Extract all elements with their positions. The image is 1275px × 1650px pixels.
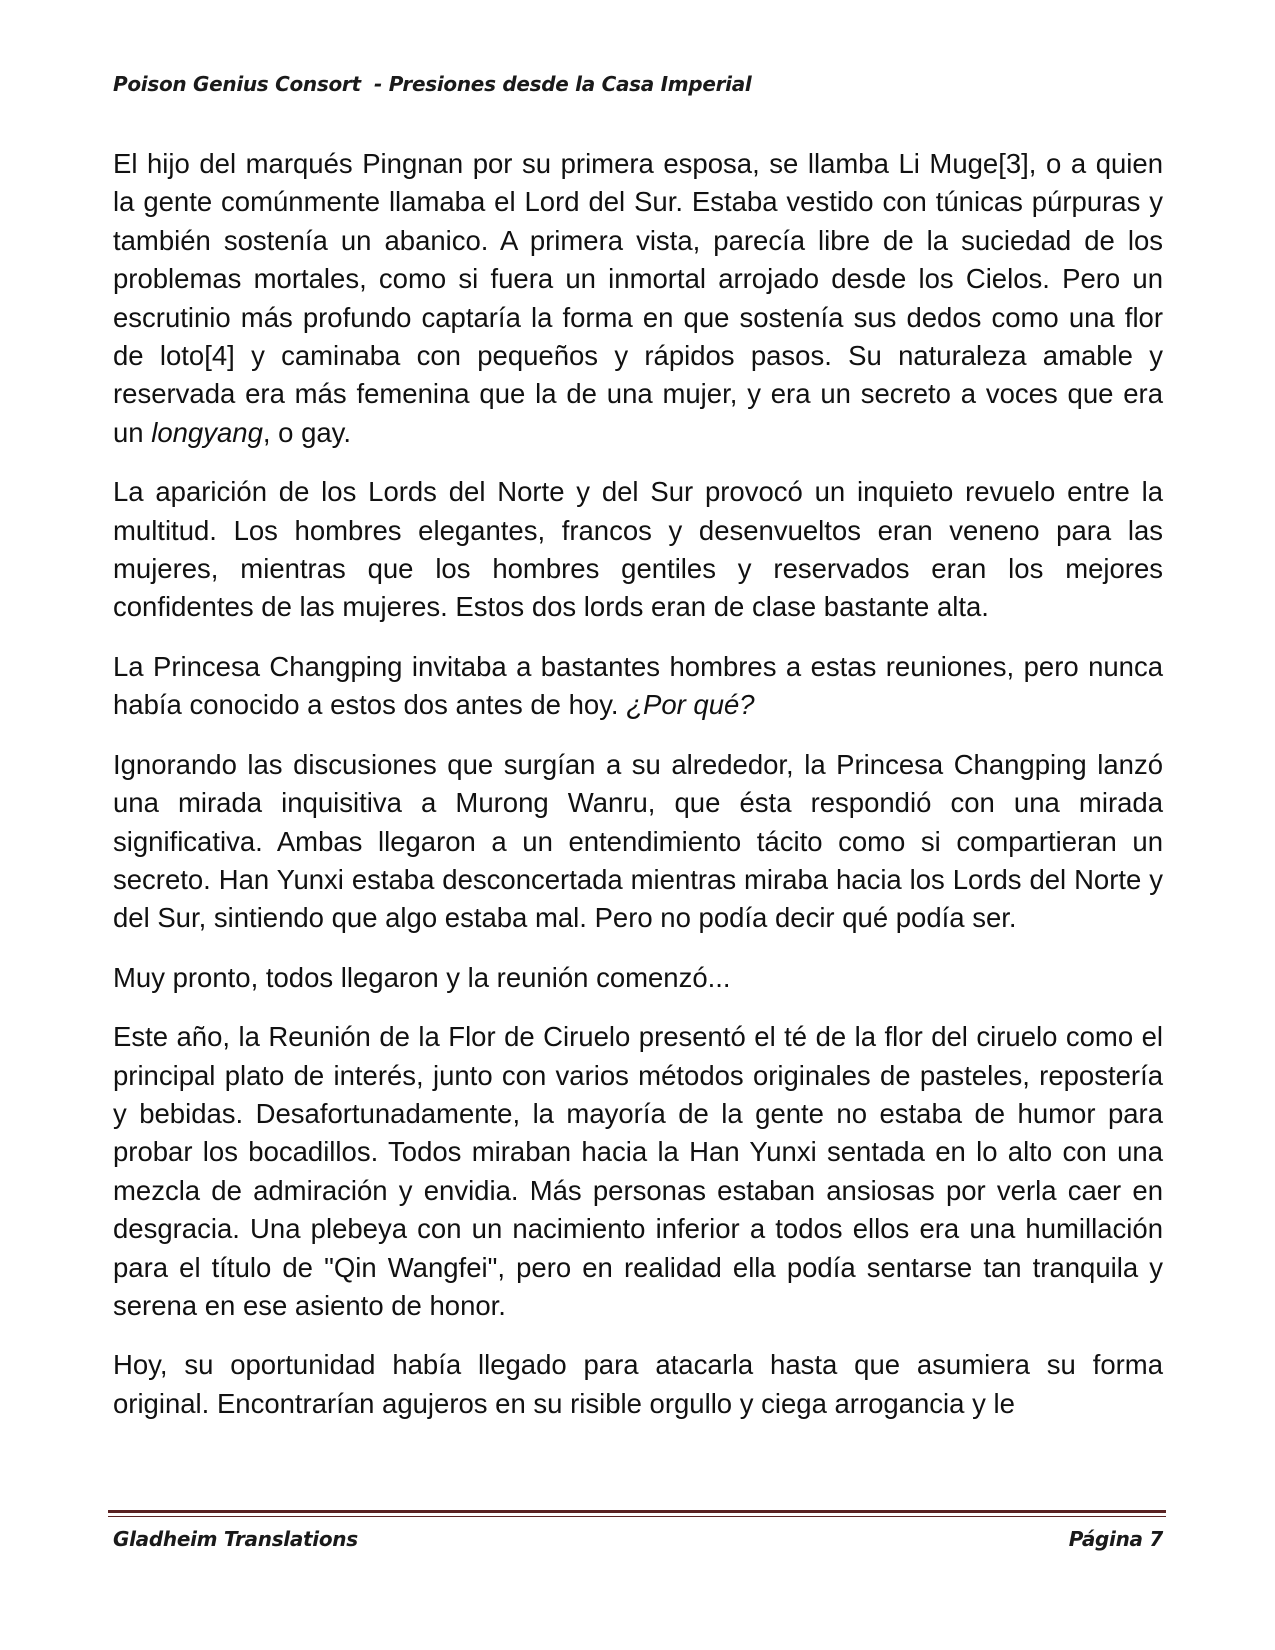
- paragraph-text: El hijo del marqués Pingnan por su primera esposa, se llamba Li Muge[3], o a quien la gente comúnmente llamaba el Lord del Sur. Estaba vestido con túnicas púrpuras y también sostenía un abanico. A primera vista, parecía libre de la suciedad de los problemas mortales, como si fuera un inmortal arrojado desde los Cielos. Pero un escrutinio más profundo captaría la forma en que sostenía sus dedos como una flor de loto[4] y caminaba con pequeños y rápidos pasos. Su naturaleza amable y reservada era más femenina que la de una mujer, y era un secreto a voces que era un: [113, 148, 1163, 448]
- paragraph-text: La Princesa Changping invitaba a bastantes hombres a estas reuniones, pero nunca había conocido a estos dos antes de hoy.: [113, 650, 1163, 721]
- paragraph-text: , o gay.: [262, 416, 352, 448]
- paragraph-4: Ignorando las discusiones que surgían a su alrededor, la Princesa Changping lanzó una mirada inquisitiva a Murong Wanru, que ésta respondió con una mirada significativa. Ambas llegaron a un entendimiento tácito como si compartieran un secreto. Han Yunxi estaba desconcertada mientras miraba hacia los Lords del Norte y del Sur, sintiendo que algo estaba mal. Pero no podía decir qué podía ser.: [113, 748, 1163, 934]
- paragraph-3: [113, 648, 1163, 725]
- paragraph-6: Este año, la Reunión de la Flor de Ciruelo presentó el té de la flor del ciruelo como el principal plato de interés, junto con varios métodos originales de pasteles, repostería y bebidas. Desafortunadamente, la mayoría de la gente no estaba de humor para probar los bocadillos. Todos miraban hacia la Han Yunxi sentada en lo alto con una mezcla de admiración y envidia. Más personas estaban ansiosas por verla caer en desgracia. Una plebeya con un nacimiento inferior a todos ellos era una humillación para el título de "Qin Wangfei", pero en realidad ella podía sentarse tan tranquila y serena en ese asiento de honor.: [113, 1021, 1163, 1321]
- paragraph-5: Muy pronto, todos llegaron y la reunión comenzó...: [113, 961, 731, 993]
- paragraph-2: La aparición de los Lords del Norte y del Sur provocó un inquieto revuelo entre la multitud. Los hombres elegantes, francos y desenvueltos eran veneno para las mujeres, mientras que los hombres gentiles y reservados eran los mejores confidentes de las mujeres. Estos dos lords eran de clase bastante alta.: [113, 476, 1163, 623]
- paragraph-1: [113, 145, 1163, 452]
- footer-publisher: Gladheim Translations: [113, 1527, 358, 1551]
- footer-divider-thin: [108, 1516, 1166, 1517]
- italic-question: ¿Por qué?: [626, 689, 755, 721]
- page-header: Poison Genius Consort - Presiones desde la Casa Imperial: [113, 72, 752, 96]
- page-number: Página 7: [1068, 1527, 1163, 1551]
- italic-term: longyang: [151, 416, 263, 448]
- document-body: [113, 145, 1163, 1444]
- footer-divider: [108, 1510, 1166, 1513]
- paragraph-7: Hoy, su oportunidad había llegado para atacarla hasta que asumiera su forma original. Encontrarían agujeros en su risible orgullo y ciega arrogancia y le: [113, 1349, 1163, 1419]
